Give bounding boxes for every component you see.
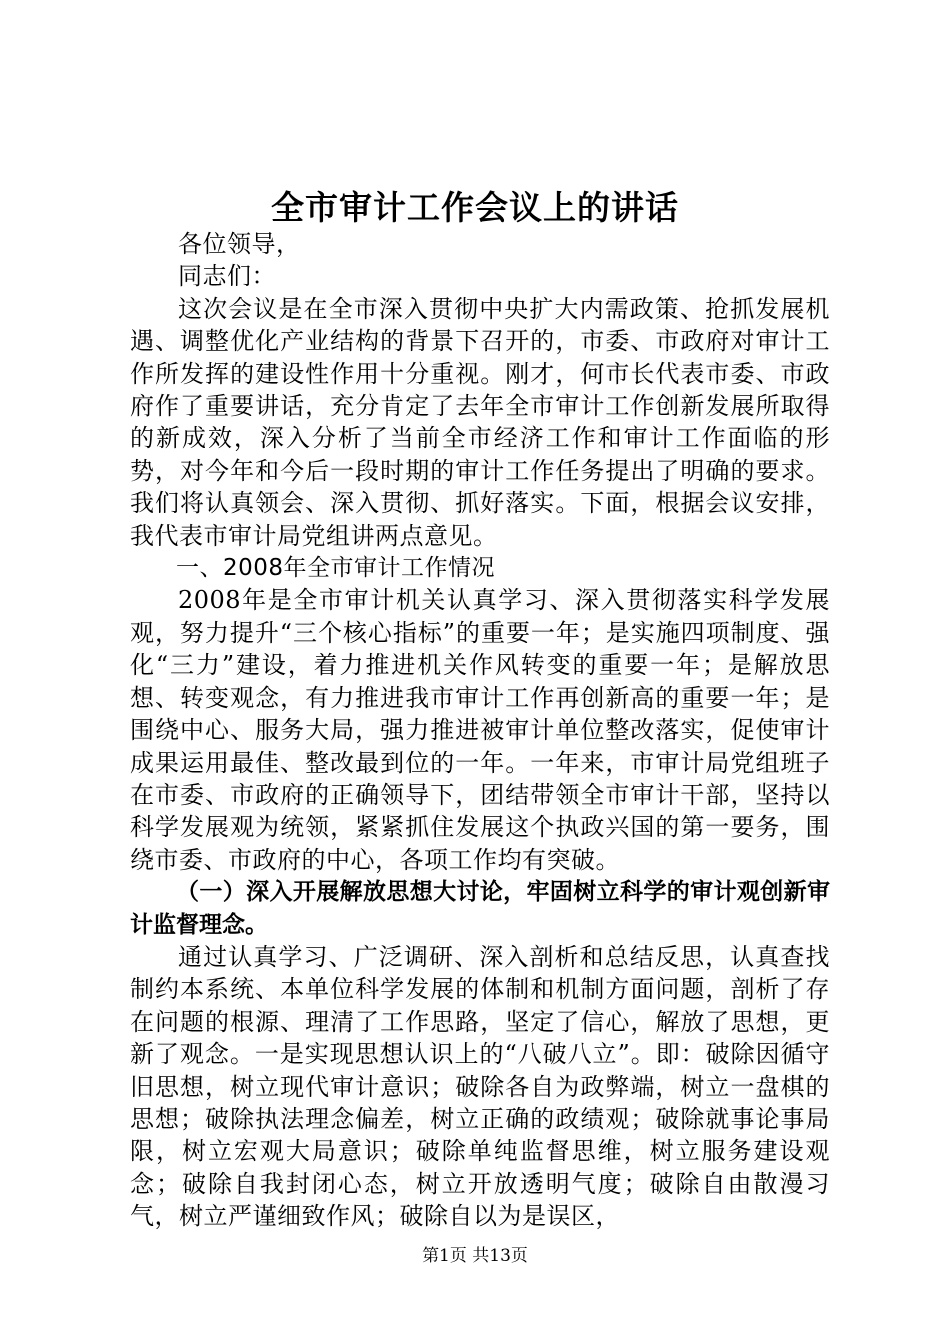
document-body xyxy=(130,228,830,1233)
salutation-leaders: 各位领导， xyxy=(178,230,301,258)
paragraph-2008-overview: 2008年是全市审计机关认真学习、深入贯彻落实科学发展观，努力提升“三个核心指标”的重要一年；是实施四项制度、强化“三力”建设，着力推进机关作风转变的重要一年；是解放思想、转变观念，有力推进我市审计工作再创新高的重要一年；是围绕中心、服务大局，强力推进被审计单位整改落实，促使审计成果运用最佳、整改最到位的一年。一年来，市审计局党组班子在市委、市政府的正确领导下，团结带领全市审计干部，坚持以科学发展观为统领，紧紧抓住发展这个执政兴国的第一要务，围绕市委、市政府的中心，各项工作均有突破。 xyxy=(130,586,830,874)
subsection-heading-1: （一）深入开展解放思想大讨论，牢固树立科学的审计观创新审计监督理念。 xyxy=(130,879,830,938)
section-heading-1: 一、2008年全市审计工作情况 xyxy=(176,555,496,582)
document-title: 全市审计工作会议上的讲话 xyxy=(271,188,679,227)
paragraph-intro: 这次会议是在全市深入贯彻中央扩大内需政策、抢抓发展机遇、调整优化产业结构的背景下召开的，市委、市政府对审计工作所发挥的建设性作用十分重视。刚才，何市长代表市委、市政府作了重要讲话，充分肯定了去年全市审计工作创新发展所取得的新成效，深入分析了当前全市经济工作和审计工作面临的形势，对今年和今后一段时期的审计工作任务提出了明确的要求。我们将认真领会、深入贯彻、抓好落实。下面，根据会议安排，我代表市审计局党组讲两点意见。 xyxy=(130,294,830,550)
paragraph-thought-liberation: 通过认真学习、广泛调研、深入剖析和总结反思，认真查找制约本系统、本单位科学发展的体制和机制方面问题，剖析了存在问题的根源、理清了工作思路，坚定了信心，解放了思想，更新了观念。一是实现思想认识上的“八破八立”。即：破除因循守旧思想，树立现代审计意识；破除各自为政弊端，树立一盘棋的思想；破除执法理念偏差，树立正确的政绩观；破除就事论事局限，树立宏观大局意识；破除单纯监督思维，树立服务建设观念；破除自我封闭心态，树立开放透明气度；破除自由散漫习气，树立严谨细致作风；破除自以为是误区， xyxy=(130,942,830,1231)
salutation-comrades: 同志们： xyxy=(178,262,276,291)
page-footer: 第1页 共13页 xyxy=(422,1246,528,1266)
